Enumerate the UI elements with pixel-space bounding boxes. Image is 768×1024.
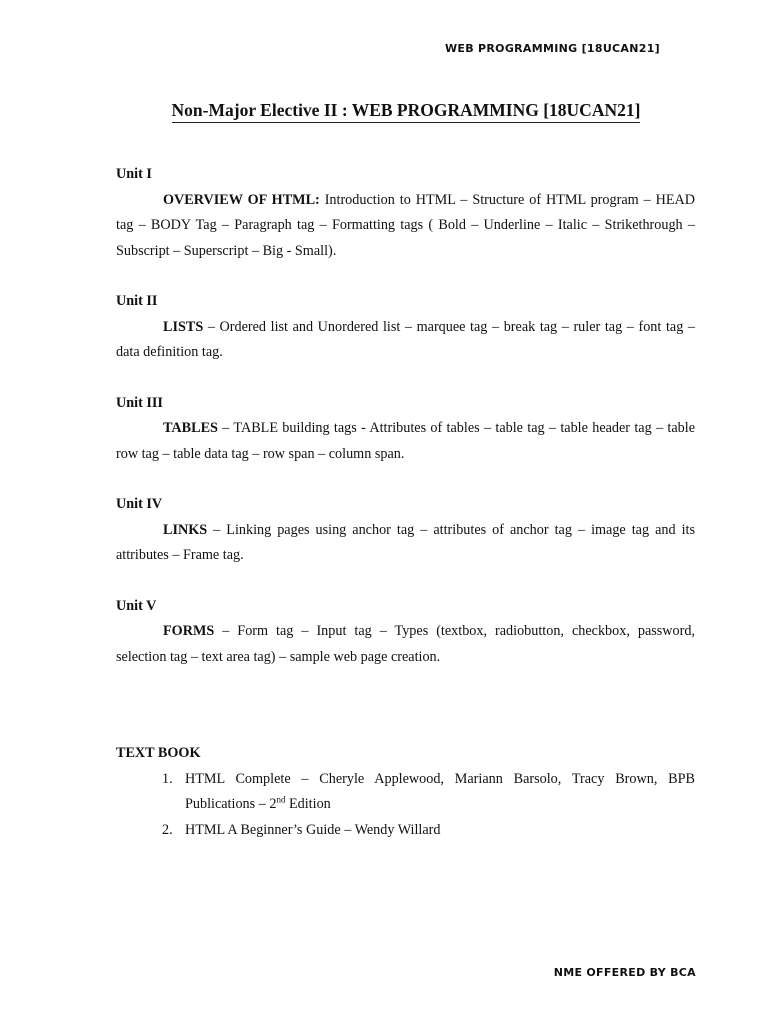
unit-text: Introduction to HTML – Structure of HTML program – HEAD tag – BODY Tag – Paragraph tag – Formatting tags ( Bold – Underline – Italic – Strikethrough – Subscript – Superscript – Big - Small). [116,191,696,259]
book-citation: HTML A Beginner’s Guide – Wendy Willard [185,821,441,838]
unit-topic: TABLES [163,420,218,436]
unit-section-4 [116,492,695,569]
textbook-section [116,741,695,843]
ordinal-superscript: nd [276,794,286,805]
unit-section-2 [116,289,695,366]
unit-topic: LISTS [163,318,204,335]
unit-description [116,315,695,366]
list-item [116,767,695,818]
unit-text: – Form tag – Input tag – Types (textbox, radiobutton, checkbox, password, selection tag – text area tag) – sample web page creation. [116,623,695,665]
running-header: WEB PROGRAMMING [18UCAN21] [444,42,660,55]
unit-section-5 [116,594,695,671]
list-item-number: 1. [162,770,173,787]
title-container [0,100,768,123]
unit-heading: Unit III [116,394,163,411]
unit-description [116,188,695,265]
book-edition: Edition [285,796,331,812]
textbook-list [116,767,695,844]
document-title: Non-Major Elective II : WEB PROGRAMMING [18UCAN21] [172,100,641,123]
textbook-heading: TEXT BOOK [116,745,201,761]
book-citation: HTML Complete – Cheryle Applewood, Mariann Barsolo, Tracy Brown, BPB Publications – 2 [185,770,695,812]
unit-topic: LINKS [163,521,208,538]
list-item [116,818,695,844]
unit-topic: FORMS [163,623,215,639]
unit-section-1 [116,162,695,264]
unit-section-3 [116,391,695,468]
unit-heading: Unit I [116,166,152,182]
unit-text: – Linking pages using anchor tag – attributes of anchor tag – image tag and its attributes – Frame tag. [116,521,695,563]
unit-heading: Unit V [116,597,157,614]
unit-text: – Ordered list and Unordered list – marquee tag – break tag – ruler tag – font tag – data definition tag. [116,318,695,360]
unit-description [116,518,695,569]
list-item-number: 2. [162,821,173,838]
running-footer: NME OFFERED BY BCA [553,966,696,979]
unit-topic: OVERVIEW OF HTML: [163,191,320,208]
unit-description [116,619,695,670]
unit-heading: Unit IV [116,496,163,512]
unit-text: – TABLE building tags - Attributes of tables – table tag – table header tag – table row tag – table data tag – row span – column span. [116,420,695,462]
syllabus-content [116,162,695,843]
unit-description [116,416,695,467]
unit-heading: Unit II [116,293,158,309]
